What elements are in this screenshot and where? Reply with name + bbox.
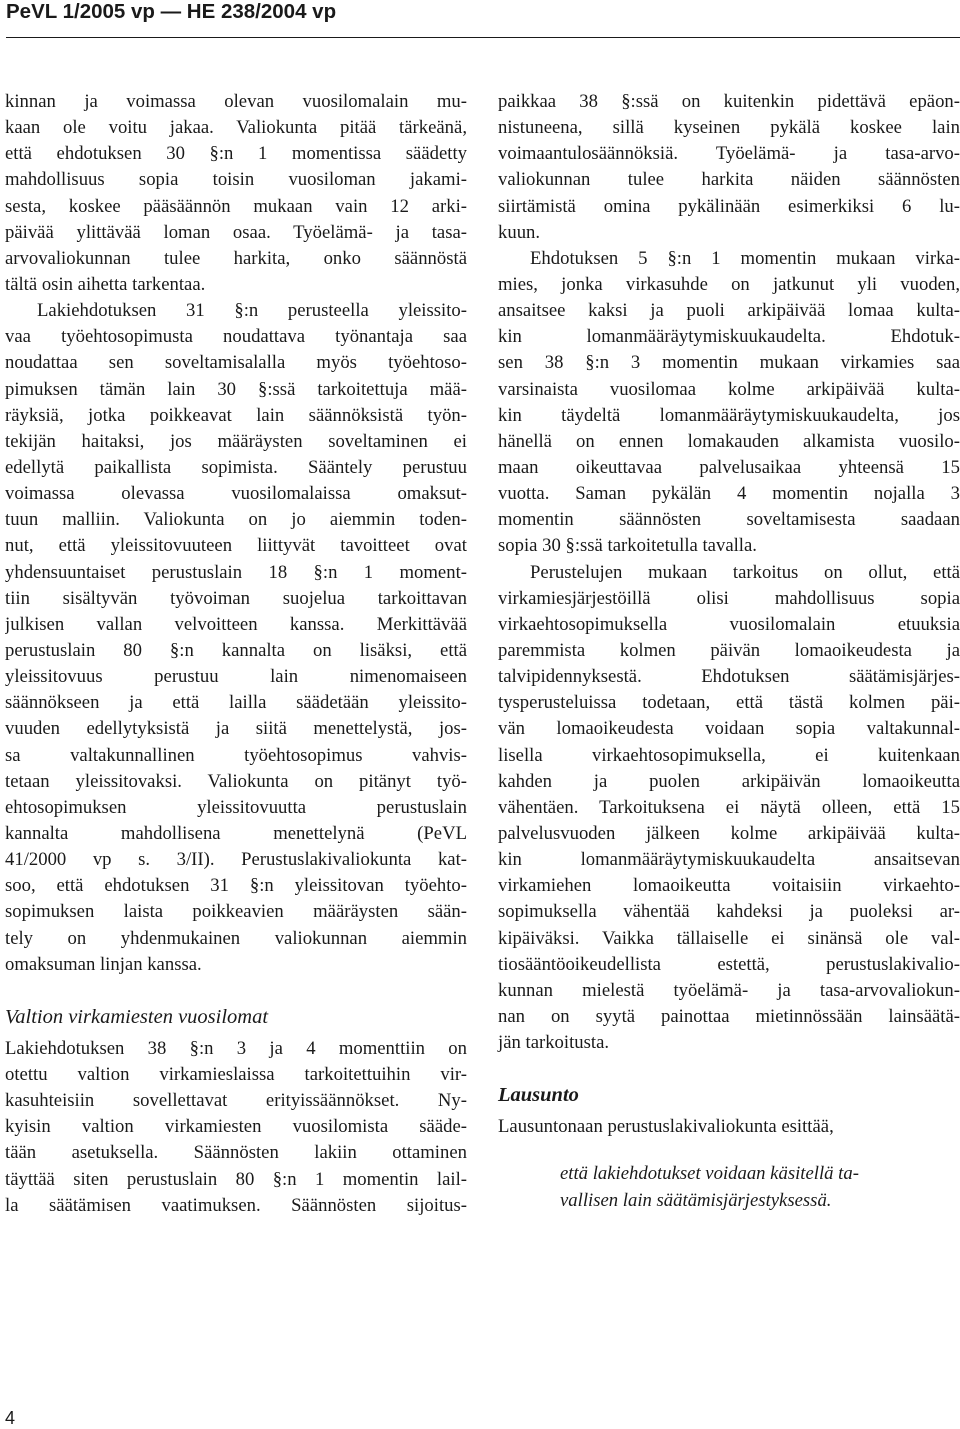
right-paragraph-1 [498, 89, 960, 246]
text-line: soo, että ehdotuksen 31 §:n yleissitovan työehto- [5, 875, 467, 897]
text-line: kipäiväksi. Vaikka tällaiselle ei sinänsä ole val- [498, 927, 960, 949]
text-line: Perustelujen mukaan tarkoitus on ollut, että [530, 561, 960, 583]
text-line: palvelusvuoden jälkeen kolme arkipäivää kulta- [498, 822, 960, 844]
text-line: omaksuman linjan kanssa. [5, 953, 202, 975]
text-line: ehtosopimuksen yleissitovuutta perustuslain [5, 796, 467, 818]
text-line: sen 38 §:n 3 momentin mukaan virkamies saa [498, 352, 960, 374]
text-line: vähentäen. Tarkoituksena ei näytä olleen, että 15 [498, 796, 960, 818]
left-column [5, 89, 467, 1219]
statement-intro [498, 1114, 960, 1140]
text-line: lisella virkaehtosopimuksella, ei kuitenkaan [498, 744, 960, 766]
text-line: kunnan mielestä työelämä- ja tasa-arvovaliokun- [498, 979, 960, 1001]
text-line: mahdollisuus sopia toisin vuosiloman jakami- [5, 169, 467, 191]
running-header: PeVL 1/2005 vp — HE 238/2004 vp [6, 0, 337, 23]
text-line: tetaan yleissitovaksi. Valiokunta on pitänyt työ- [5, 770, 467, 792]
text-line: julkisen vallan velvoitteen kanssa. Merkittävää [5, 613, 467, 635]
spacer [5, 978, 467, 1004]
text-line: täyttää siten perustuslain 80 §:n 1 momentin lail- [5, 1168, 467, 1190]
right-paragraph-2 [498, 246, 960, 560]
text-line: la säätämisen vaatimuksen. Säännösten sijoitus- [5, 1194, 467, 1216]
text-line: virkamiesjärjestöillä olisi mahdollisuus sopia [498, 587, 960, 609]
left-paragraph-3 [5, 1036, 467, 1219]
text-line: nistuneena, sillä kyseinen pykälä koskee lain [498, 117, 960, 139]
spacer [498, 1140, 960, 1161]
text-line: päivää ylittävää loman osaa. Työelämä- ja tasa- [5, 221, 467, 243]
text-line: tuun malliin. Valiokunta on jo aiemmin toden- [5, 509, 467, 531]
text-line: momentin säännösten soveltamisesta saadaan [498, 509, 960, 531]
text-line: sopimuksella vähentää kahdeksi ja puoleksi ar- [498, 901, 960, 923]
quote-line: vallisen lain säätämisjärjestyksessä. [560, 1189, 832, 1211]
text-line: mies, jonka virkasuhde on jatkunut yli vuoden, [498, 274, 960, 295]
text-line: pimuksen tämän lain 30 §:ssä tarkoitettuja mää- [5, 378, 467, 400]
text-line: tely on yhdenmukainen valiokunnan aiemmin [5, 927, 467, 949]
text-line: sesta, koskee pääsäännön mukaan vain 12 arki- [5, 195, 467, 217]
text-line: tiin sisältyvän työvoiman suojelua tarkoittavan [5, 587, 467, 609]
text-line: säännökseen ja että lailla säädetään yleissito- [5, 692, 467, 714]
quote-line: että lakiehdotukset voidaan käsitellä ta- [560, 1163, 859, 1185]
text-line: kin täydeltä lomanmääräytymiskuukaudelta, jos [498, 404, 960, 426]
section-heading: Valtion virkamiesten vuosilomat [5, 1005, 269, 1028]
text-line: sa valtakunnallinen työehtosopimus vahvis- [5, 744, 467, 766]
text-line: vaa työehtosopimusta noudattava työnantaja saa [5, 326, 467, 348]
text-line: ansaitsee kaksi ja puoli arkipäivää lomaa kulta- [498, 300, 960, 322]
text-line: perustuslain 80 §:n kannalta on lisäksi, että [5, 639, 467, 661]
text-line: yleissitovuus perustuu lain nimenomaiseen [5, 666, 467, 688]
text-line: kasuhteisiin sovellettavat erityissäännökset. Ny- [5, 1090, 467, 1112]
left-paragraph-1 [5, 89, 467, 298]
text-line: hänellä on ennen lomakauden alkamista vuosilo- [498, 430, 960, 452]
text-line: tiosääntöoikeudellista estettä, perustuslakivalio- [498, 953, 960, 975]
text-line: edellytä paikallista sopimista. Sääntely perustuu [5, 456, 467, 478]
text-line: kuun. [498, 221, 541, 243]
text-line: kin lomanmääräytymiskuukaudelta. Ehdotuk- [498, 326, 960, 348]
text-line: kyisin valtion virkamiesten vuosilomista sääde- [5, 1116, 467, 1138]
text-line: kin lomanmääräytymiskuukaudelta ansaitsevan [498, 849, 960, 871]
text-line: paremmista kolmen päivän lomaoikeudesta ja [498, 639, 960, 661]
text-line: noudattaa sen soveltamisalalla myös työehtoso- [5, 352, 467, 374]
text-line: Lakiehdotuksen 31 §:n perusteella yleissito- [37, 300, 467, 322]
text-line: talvipidennyksestä. Ehdotuksen säätämisjärjes- [498, 666, 960, 688]
text-line: kannalta mahdollisena menettelynä (PeVL [5, 822, 467, 844]
text-line: valiokunnan tulee harkita näiden säännösten [498, 169, 960, 191]
text-line: varsinaista vuosilomaa kolme arkipäivää kulta- [498, 378, 960, 400]
text-line: kinnan ja voimassa olevan vuosilomalain mu- [5, 91, 467, 112]
text-line: tysperusteluissa todetaan, että tästä kolmen päi- [498, 692, 960, 714]
text-line: virkamiehen lomaoikeutta voitaisiin virkaehto- [498, 875, 960, 897]
text-line: paikkaa 38 §:ssä on kuitenkin pidettävä epäon- [498, 91, 960, 112]
text-line: Ehdotuksen 5 §:n 1 momentin mukaan virka- [530, 247, 960, 269]
text-line: räyksiä, jotka poikkeavat lain säännöksistä työn- [5, 404, 467, 426]
text-line: maan oikeuttavaa palvelusaikaa yhteensä 15 [498, 456, 960, 478]
text-line: jän tarkoitusta. [498, 1032, 610, 1054]
text-line: otettu valtion virkamieslaissa tarkoitettuihin vir- [5, 1063, 467, 1085]
text-line: sopimuksen laista poikkeavien määräysten sään- [5, 901, 467, 923]
text-line: voimaantulosäännöksiä. Työelämä- ja tasa-arvo- [498, 143, 960, 165]
text-line: nut, että yleissitovuuteen liittyvät tavoitteet ovat [5, 535, 467, 557]
text-line: siirtämistä omina pykälinään esimerkiksi 6 lu- [498, 195, 960, 217]
text-line: arvovaliokunnan tulee harkita, onko säännöstä [5, 247, 467, 269]
text-line: sopia 30 §:ssä tarkoitetulla tavalla. [498, 535, 757, 557]
statement-quote [498, 1161, 960, 1213]
left-paragraph-2 [5, 298, 467, 978]
statement-heading: Lausunto [498, 1084, 579, 1107]
text-line: vuuden edellytyksistä ja siitä menettelystä, jos- [5, 718, 467, 740]
text-line: tekijän haitaksi, jos määräysten soveltaminen ei [5, 430, 467, 452]
spacer [498, 1056, 960, 1082]
text-line: 41/2000 vp s. 3/II). Perustuslakivaliokunta kat- [5, 849, 467, 871]
header-rule [6, 37, 960, 38]
page-number: 4 [5, 1408, 16, 1428]
statement-intro-line: Lausuntonaan perustuslakivaliokunta esittää, [498, 1116, 834, 1138]
right-column [498, 89, 960, 1214]
text-line: vän lomaoikeudesta voidaan sopia valtakunnal- [498, 718, 960, 740]
text-line: kaan ole voitu jakaa. Valiokunta pitää tärkeänä, [5, 117, 467, 139]
text-line: nan on syytä painottaa mietinnössään lainsäätä- [498, 1005, 960, 1027]
text-line: tään asetuksella. Säännösten lakiin ottaminen [5, 1142, 467, 1164]
text-line: virkaehtosopimuksella vuosilomalain etuuksia [498, 613, 960, 635]
text-line: kahden ja puolen arkipäivän lomaoikeutta [498, 770, 960, 792]
text-line: että ehdotuksen 30 §:n 1 momentissa säädetty [5, 143, 467, 165]
text-line: Lakiehdotuksen 38 §:n 3 ja 4 momenttiin on [5, 1037, 467, 1059]
text-line: vuotta. Saman pykälän 4 momentin nojalla 3 [498, 483, 960, 505]
right-paragraph-3 [498, 560, 960, 1057]
text-line: tältä osin aihetta tarkentaa. [5, 273, 206, 295]
text-line: yhdensuuntaiset perustuslain 18 §:n 1 moment- [5, 561, 467, 583]
text-line: voimassa olevassa vuosilomalaissa omaksut- [5, 483, 467, 505]
